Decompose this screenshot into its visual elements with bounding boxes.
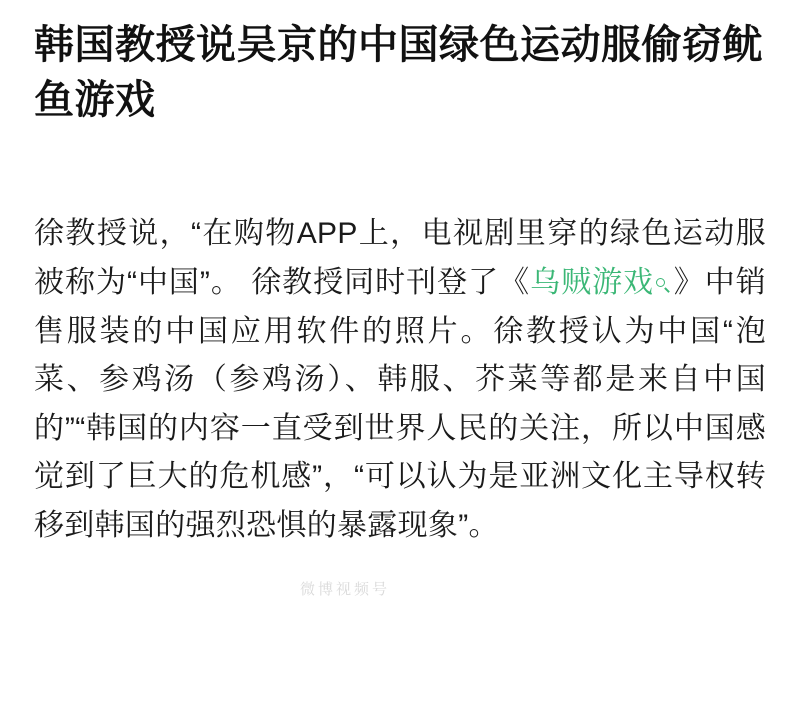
squid-game-link[interactable]: 乌贼游戏 [530, 265, 655, 299]
body-text-part-2: 》中销售服装的中国应用软件的照片。徐教授认为中国“泡菜、参鸡汤（参鸡汤）、韩服、芥菜等都是来自中国的”“韩国的内容一直受到世界人民的关注，所以中国感觉到了巨大的危机感”，“可以认为是亚洲文化主导权转移到韩国的强烈恐惧的暴露现象”。 [34, 265, 767, 542]
article-body [34, 210, 766, 550]
title-body-spacer [34, 128, 766, 210]
search-icon[interactable] [655, 276, 672, 293]
body-text-part-1: 徐教授说，“在购物APP上，电视剧里穿的绿色运动服被称为“中国”。 徐教授同时刊登了《 [34, 217, 766, 299]
page-title: 韩国教授说吴京的中国绿色运动服偷窃鱿鱼游戏 [34, 23, 763, 123]
watermark: 微博视频号 [300, 581, 391, 598]
